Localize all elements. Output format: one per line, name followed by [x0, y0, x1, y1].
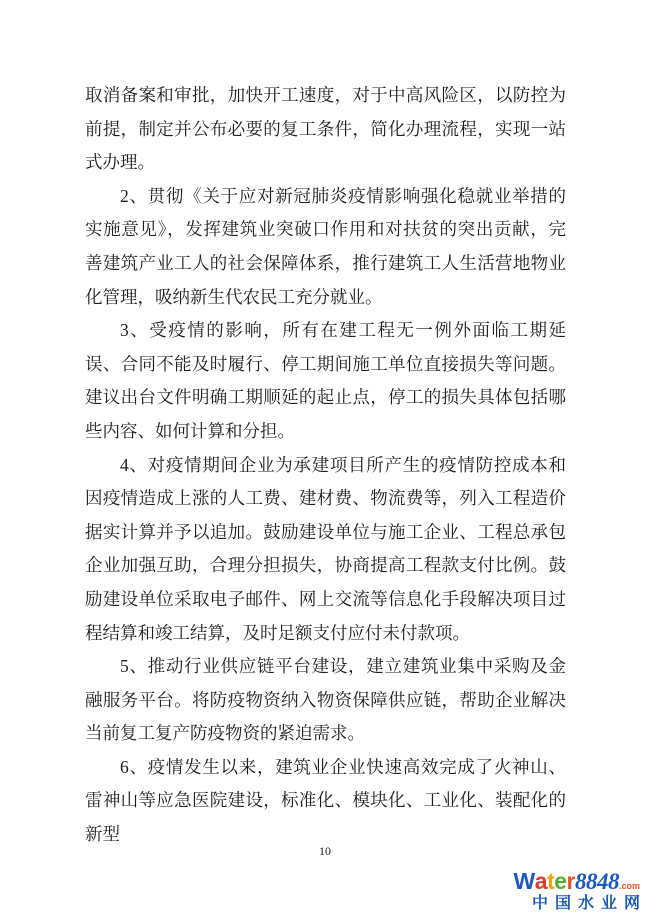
paragraph: 5、推动行业供应链平台建设，建立建筑业集中采购及金融服务平台。将防疫物资纳入物资保障供应链，帮助企业解决当前复工复产防疫物资的紧迫需求。 — [85, 656, 566, 744]
logo-subtitle: 中国水业网 — [531, 895, 647, 912]
logo-letter: a — [534, 868, 548, 894]
paragraph: 3、受疫情的影响，所有在建工程无一例外面临工期延误、合同不能及时履行、停工期间施工单位直接损失等问题。建议出台文件明确工期顺延的起止点，停工的损失具体包括哪些内容、如何计算和分担。 — [85, 320, 566, 441]
logo-tld: .com — [618, 881, 640, 891]
logo-wordmark-row — [514, 870, 640, 893]
page-number: 10 — [319, 844, 331, 858]
logo-letter: r — [566, 868, 575, 894]
paragraph: 4、对疫情期间企业为承建项目所产生的疫情防控成本和因疫情造成上涨的人工费、建材费、物流费等，列入工程造价据实计算并予以追加。鼓励建设单位与施工企业、工程总承包企业加强互助，合理分担损失，协商提高工程款支付比例。鼓励建设单位采取电子邮件、网上交流等信息化手段解决项目过程结算和竣工结算，及时足额支付应付未付款项。 — [85, 454, 566, 643]
logo-letter: t — [547, 868, 555, 894]
paragraph: 取消备案和审批，加快开工速度，对于中高风险区，以防控为前提，制定并公布必要的复工条件，简化办理流程，实现一站式办理。 — [85, 85, 566, 173]
logo-letter: e — [554, 868, 567, 894]
paragraph: 2、贯彻《关于应对新冠肺炎疫情影响强化稳就业举措的实施意见》，发挥建筑业突破口作用和对扶贫的突出贡献，完善建筑产业工人的社会保障体系，推行建筑工人生活营地物业化管理，吸纳新生代农民工充分就业。 — [85, 185, 566, 307]
logo-letter: W — [513, 868, 535, 894]
logo-wordmark — [514, 868, 575, 894]
logo-number: 8848 — [574, 869, 619, 894]
document-body — [85, 79, 566, 852]
water8848-logo — [513, 868, 647, 912]
paragraph: 6、疫情发生以来，建筑业企业快速高效完成了火神山、雷神山等应急医院建设，标准化、模块化、工业化、装配化的新型 — [85, 756, 566, 845]
